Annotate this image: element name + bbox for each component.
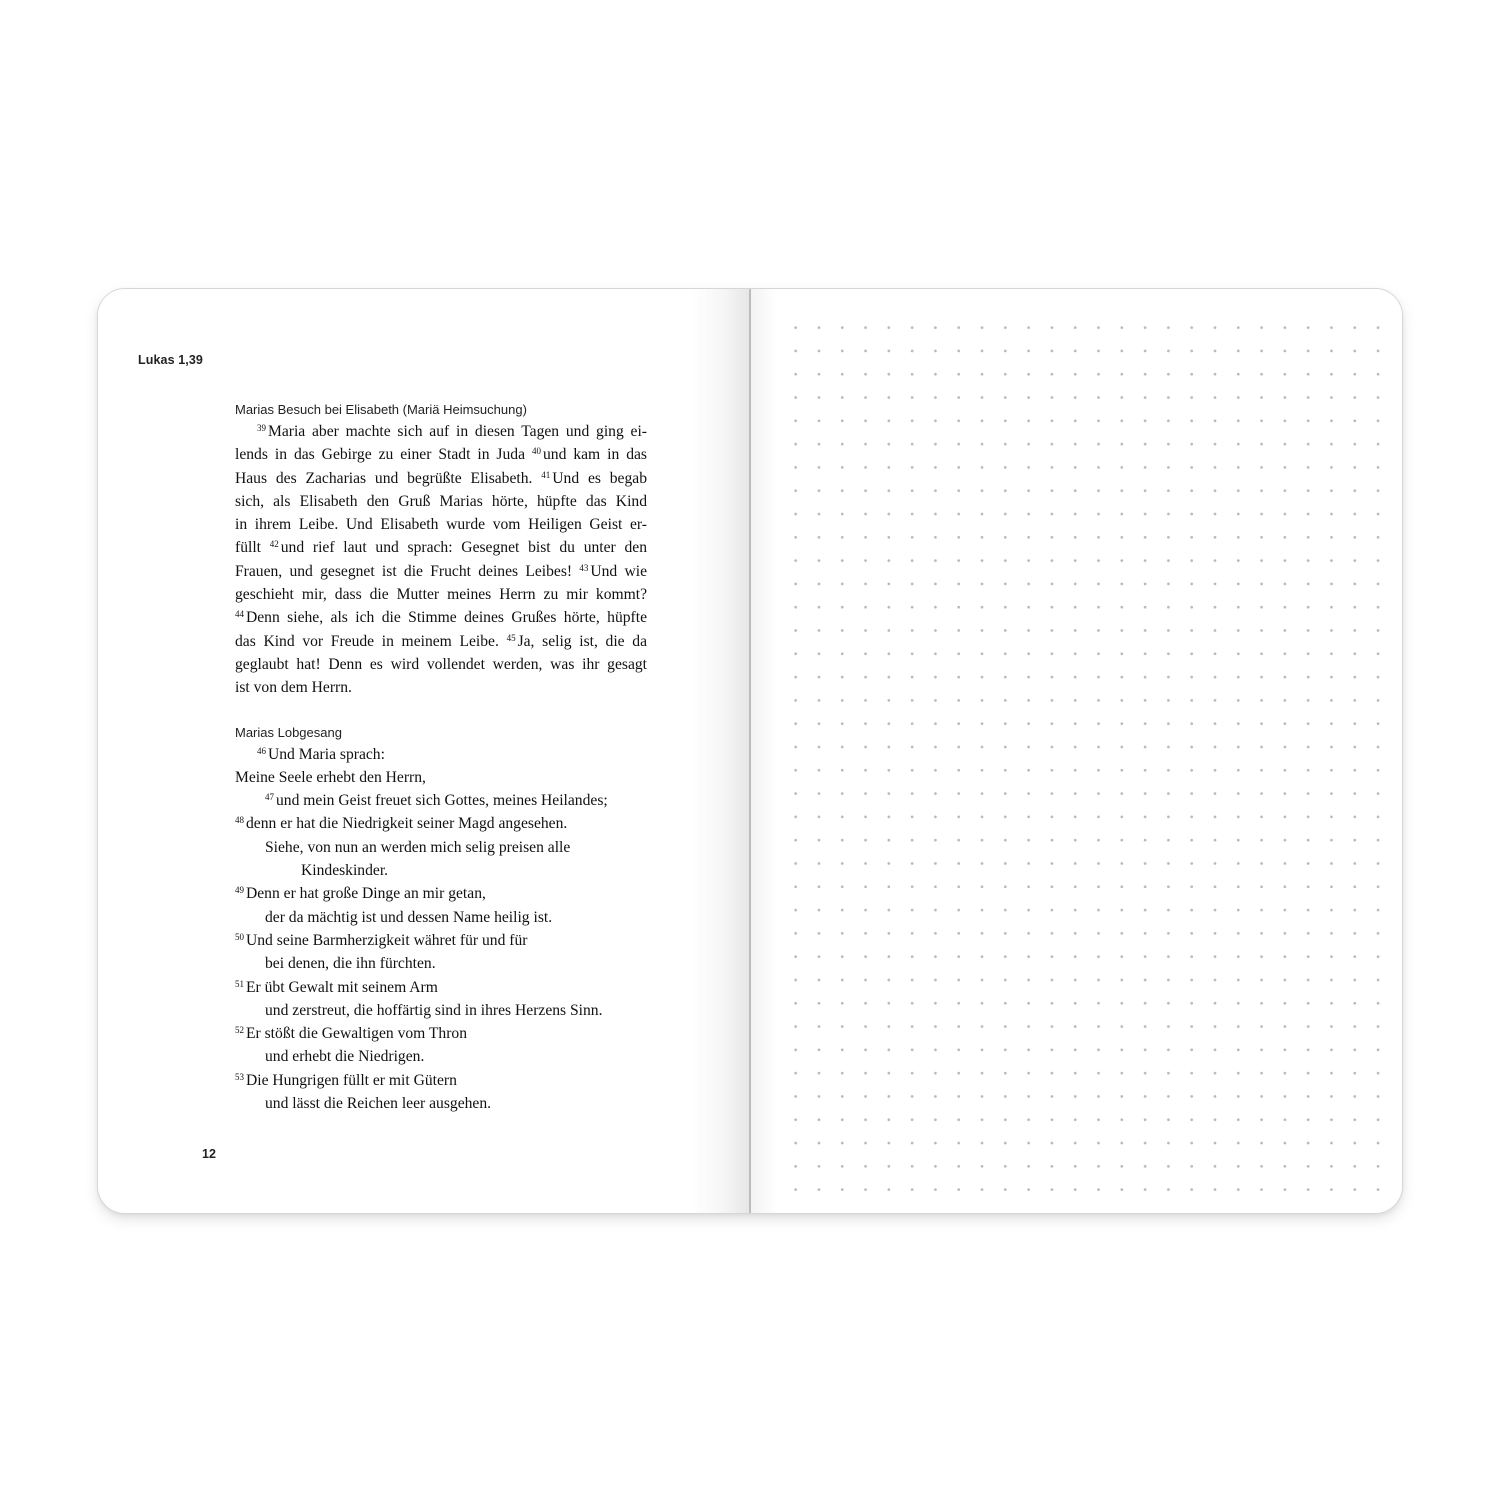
verse-number: 47 xyxy=(265,792,274,803)
verse-number: 44 xyxy=(235,609,244,620)
verse-number: 43 xyxy=(579,562,589,573)
text-line xyxy=(235,606,647,629)
text-line xyxy=(235,490,647,513)
verse-text: und zerstreut, die hoffärtig sind in ihres Herzens Sinn. xyxy=(265,1001,603,1019)
verse-text: lends in das Gebirge zu einer Stadt in Juda xyxy=(235,446,526,464)
verse-number: 53 xyxy=(235,1071,244,1082)
text-line xyxy=(235,1045,647,1068)
text-line xyxy=(235,999,647,1022)
text-line xyxy=(235,583,647,606)
verse-text: Meine Seele erhebt den Herrn, xyxy=(235,768,426,786)
section-body-magnificat xyxy=(235,743,647,1116)
verse-text: Denn er hat große Dinge an mir getan, xyxy=(246,885,486,903)
verse-number: 41 xyxy=(541,469,551,480)
text-line xyxy=(235,676,647,699)
verse-text: Und seine Barmherzigkeit währet für und für xyxy=(246,931,528,949)
text-line xyxy=(235,467,647,490)
text-line xyxy=(235,1069,647,1092)
text-line xyxy=(235,1092,647,1115)
text-line xyxy=(235,859,647,882)
verse-text: Denn siehe, als ich die Stimme deines Grußes hörte, hüpfte xyxy=(246,609,647,627)
verse-text: Er übt Gewalt mit seinem Arm xyxy=(246,978,438,996)
left-page xyxy=(98,289,750,1213)
open-book xyxy=(97,288,1403,1214)
text-line xyxy=(235,536,647,559)
text-line xyxy=(235,789,647,812)
verse-text: Kindeskinder. xyxy=(301,862,389,880)
verse-number: 42 xyxy=(269,539,279,550)
verse-text: Und Maria sprach: xyxy=(268,745,385,763)
verse-text: sich, als Elisabeth den Gruß Marias hörte, hüpfte das Kind xyxy=(235,492,647,510)
section-body-visitation xyxy=(235,420,647,700)
verse-number: 51 xyxy=(235,978,244,989)
verse-text: und lässt die Reichen leer ausgehen. xyxy=(265,1095,492,1113)
text-line xyxy=(235,952,647,975)
verse-text: geglaubt hat! Denn es wird vollendet werden, was ihr gesagt xyxy=(235,655,647,673)
verse-text: und mein Geist freuet sich Gottes, meines Heilandes; xyxy=(276,792,608,810)
verse-text: ist von dem Herrn. xyxy=(235,679,352,697)
verse-text: Maria aber machte sich auf in diesen Tagen und ging ei- xyxy=(268,423,647,440)
text-line xyxy=(235,976,647,999)
text-line xyxy=(235,513,647,536)
verse-text: Ja, selig ist, die da xyxy=(517,632,647,650)
verse-text: das Kind vor Freude in meinem Leibe. xyxy=(235,632,499,650)
verse-text: und erhebt die Niedrigen. xyxy=(265,1048,425,1066)
verse-number: 52 xyxy=(235,1025,244,1036)
verse-number: 48 xyxy=(235,815,244,826)
verse-number: 49 xyxy=(235,885,244,896)
text-line xyxy=(235,560,647,583)
verse-text: Und wie xyxy=(590,562,647,580)
page-number: 12 xyxy=(202,1147,216,1161)
text-line xyxy=(235,836,647,859)
text-line xyxy=(235,630,647,653)
verse-text: Frauen, und gesegnet ist die Frucht deines Leibes! xyxy=(235,562,573,580)
verse-number: 50 xyxy=(235,931,244,942)
text-line xyxy=(235,420,647,443)
dot-grid xyxy=(784,316,1384,1191)
section-heading-magnificat: Marias Lobgesang xyxy=(235,724,342,740)
verse-text: Siehe, von nun an werden mich selig preisen alle xyxy=(265,838,571,856)
text-line xyxy=(235,653,647,676)
verse-text: Haus des Zacharias und begrüßte Elisabeth. xyxy=(235,469,533,487)
verse-number: 39 xyxy=(257,423,266,433)
verse-text: und kam in das xyxy=(542,446,647,464)
text-line xyxy=(235,1022,647,1045)
verse-text: der da mächtig ist und dessen Name heilig ist. xyxy=(265,908,553,926)
section-heading-visitation: Marias Besuch bei Elisabeth (Mariä Heimsuchung) xyxy=(235,402,527,417)
verse-number: 40 xyxy=(531,446,541,457)
verse-text: in ihrem Leibe. Und Elisabeth wurde vom Heiligen Geist er- xyxy=(235,516,647,534)
verse-number: 45 xyxy=(506,632,516,643)
verse-number: 46 xyxy=(257,745,266,756)
verse-text: Die Hungrigen füllt er mit Gütern xyxy=(246,1071,457,1089)
verse-text: Er stößt die Gewaltigen vom Thron xyxy=(246,1025,468,1043)
verse-text: denn er hat die Niedrigkeit seiner Magd angesehen. xyxy=(246,815,568,833)
text-line xyxy=(235,743,647,766)
verse-text: füllt xyxy=(235,539,261,557)
running-head: Lukas 1,39 xyxy=(138,353,203,367)
verse-text: und rief laut und sprach: Gesegnet bist du unter den xyxy=(280,539,647,557)
text-line xyxy=(235,929,647,952)
verse-text: bei denen, die ihn fürchten. xyxy=(265,955,436,973)
text-line xyxy=(235,443,647,466)
text-line xyxy=(235,882,647,905)
text-line xyxy=(235,812,647,835)
text-line xyxy=(235,766,647,789)
verse-text: geschieht mir, dass die Mutter meines Herrn zu mir kommt? xyxy=(235,586,647,604)
verse-text: Und es begab xyxy=(552,469,647,487)
text-line xyxy=(235,906,647,929)
page-text xyxy=(235,400,647,1115)
